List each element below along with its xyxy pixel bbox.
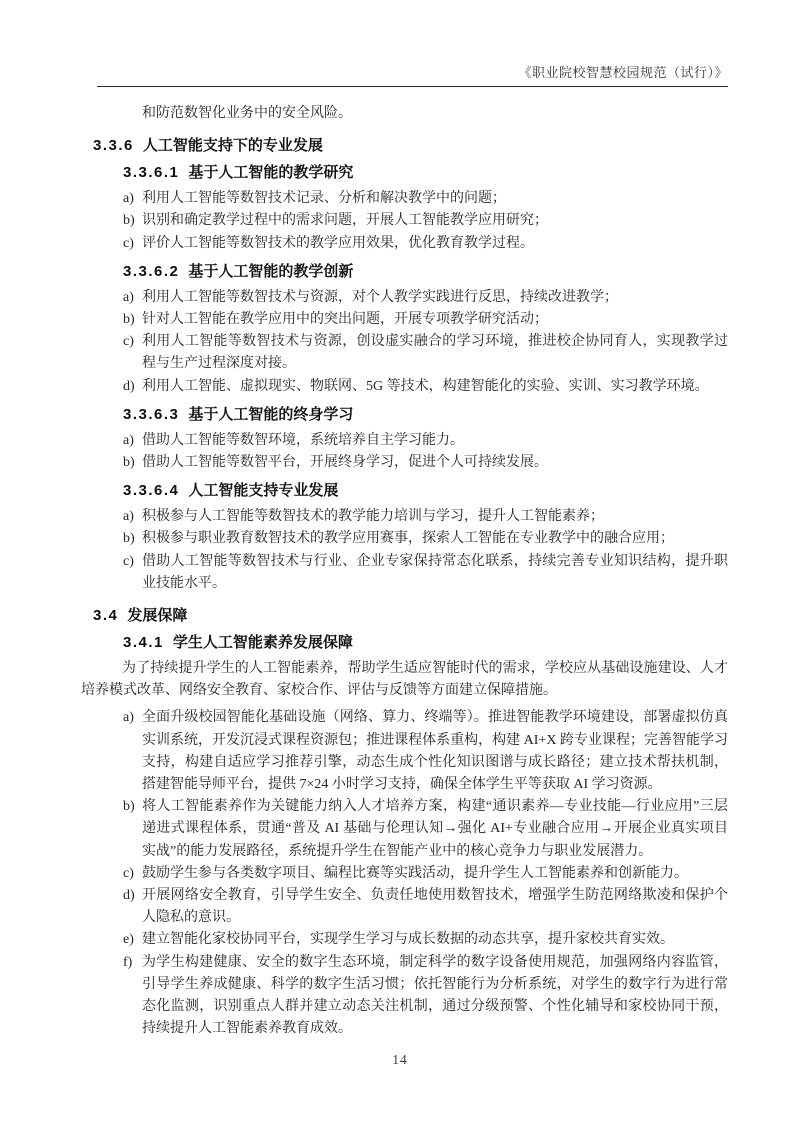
list-341 xyxy=(0,707,800,1040)
list-item-text: 借助人工智能等数智技术与行业、企业专家保持常态化联系，持续完善专业知识结构，提升职业技能水平。 xyxy=(142,553,728,591)
list-item-text: 积极参与职业教育数智技术的教学应用赛事，探索人工智能在专业教学中的融合应用； xyxy=(142,531,674,547)
list-item-marker: b) xyxy=(123,213,135,229)
list-item-text: 开展网络安全教育，引导学生安全、负责任地使用数智技术，增强学生防范网络欺凌和保护个人隐私的意识。 xyxy=(142,888,728,926)
list-item xyxy=(123,952,728,1041)
list-3364 xyxy=(0,506,800,595)
subsection-number: 3.3.6.3 xyxy=(123,405,180,423)
subsection-title: 学生人工智能素养发展保障 xyxy=(172,634,353,652)
page-header xyxy=(97,62,728,87)
list-item-text: 利用人工智能、虚拟现实、物联网、5G 等技术，构建智能化的实验、实训、实习教学环境。 xyxy=(142,378,709,394)
list-item xyxy=(123,452,728,474)
page-number: 14 xyxy=(392,1052,408,1067)
list-item-marker: c) xyxy=(123,865,134,881)
list-item-text: 识别和确定教学过程中的需求问题，开展人工智能教学应用研究； xyxy=(142,213,548,229)
list-item-text: 利用人工智能等数智技术记录、分析和解决教学中的问题； xyxy=(142,191,506,207)
list-item-marker: b) xyxy=(123,799,135,815)
list-item-text: 建立智能化家校协同平台，实现学生学习与成长数据的动态共享，提升家校共育实效。 xyxy=(142,932,674,948)
list-item-marker: a) xyxy=(123,191,134,207)
list-item xyxy=(123,210,728,232)
section-title: 发展保障 xyxy=(127,607,188,625)
list-item-text: 全面升级校园智能化基础设施（网络、算力、终端等）。推进智能教学环境建设，部署虚拟仿真实训系统，开发沉浸式课程资源包；推进课程体系重构，构建 AI+X 跨专业课程；完善智能学习支持，构建自适应学习推荐引擎，动态生成个性化知识图谱与成长路径；建立技术帮扶机制，搭建智能导师平台，提供 7×24 小时学习支持，确保全体学生平等获取 AI 学习资源。 xyxy=(142,710,728,793)
section-heading-34 xyxy=(93,606,728,626)
subsection-heading-3361 xyxy=(123,163,728,183)
header-title: 《职业院校智慧校园规范（试行）》 xyxy=(518,65,728,80)
list-item-text: 评价人工智能等数智技术的教学应用效果，优化教育教学过程。 xyxy=(142,235,534,251)
list-item-marker: f) xyxy=(123,954,133,970)
list-item xyxy=(123,287,728,309)
list-item xyxy=(123,707,728,796)
list-item-text: 为学生构建健康、安全的数字生态环境，制定科学的数字设备使用规范，加强网络内容监管，引导学生养成健康、科学的数字生活习惯；依托智能行为分析系统，对学生的数字行为进行常态化监测，识别重点人群并建立动态关注机制，通过分级预警、个性化辅导和家校协同干预，持续提升人工智能素养教育成效。 xyxy=(142,954,728,1037)
section-number: 3.4 xyxy=(93,607,119,625)
subsection-title: 人工智能支持专业发展 xyxy=(188,482,339,500)
list-3362 xyxy=(0,287,800,398)
list-item xyxy=(123,233,728,255)
list-item-marker: c) xyxy=(123,235,134,251)
section-heading-336 xyxy=(93,136,728,156)
list-item xyxy=(123,528,728,550)
subsection-title: 基于人工智能的教学研究 xyxy=(188,164,354,182)
list-item-text: 鼓励学生参与各类数字项目、编程比赛等实践活动，提升学生人工智能素养和创新能力。 xyxy=(142,865,688,881)
intro-paragraph: 为了持续提升学生的人工智能素养，帮助学生适应智能时代的需求，学校应从基础设施建设、人才培养模式改革、网络安全教育、家校合作、评估与反馈等方面建立保障措施。 xyxy=(81,661,728,699)
list-item-marker: b) xyxy=(123,531,135,547)
list-item-marker: e) xyxy=(123,932,134,948)
list-item-text: 借助人工智能等数智平台，开展终身学习，促进个人可持续发展。 xyxy=(142,455,548,471)
list-item xyxy=(123,796,728,863)
section-title: 人工智能支持下的专业发展 xyxy=(142,137,323,155)
list-item-marker: a) xyxy=(123,289,134,305)
subsection-heading-3362 xyxy=(123,262,728,282)
subsection-number: 3.3.6.4 xyxy=(123,482,180,500)
list-3363 xyxy=(0,430,800,474)
section-number: 3.3.6 xyxy=(93,137,134,155)
subsection-number: 3.3.6.1 xyxy=(123,164,180,182)
list-item-marker: c) xyxy=(123,334,134,350)
page-footer xyxy=(0,1052,800,1068)
list-item-text: 利用人工智能等数智技术与资源，创设虚实融合的学习环境，推进校企协同育人，实现教学过程与生产过程深度对接。 xyxy=(142,334,728,372)
list-3361 xyxy=(0,188,800,255)
subsection-title: 基于人工智能的教学创新 xyxy=(188,262,354,280)
list-item-marker: c) xyxy=(123,553,134,569)
list-item xyxy=(123,376,728,398)
subsection-number: 3.4.1 xyxy=(123,634,164,652)
list-item-text: 利用人工智能等数智技术与资源，对个人教学实践进行反思，持续改进教学； xyxy=(142,289,618,305)
list-item-marker: b) xyxy=(123,312,135,328)
list-item-text: 借助人工智能等数智环境，系统培养自主学习能力。 xyxy=(142,432,464,448)
list-item xyxy=(123,551,728,595)
list-item-marker: a) xyxy=(123,710,134,726)
list-item-marker: d) xyxy=(123,378,135,394)
list-item-text: 将人工智能素养作为关键能力纳入人才培养方案，构建“通识素养—专业技能—行业应用”三层递进式课程体系，贯通“普及 AI 基础与伦理认知→强化 AI+专业融合应用→开展企业真实项目实战”的能力发展路径，系统提升学生在智能产业中的核心竞争力与职业发展潜力。 xyxy=(142,799,728,859)
list-item-marker: b) xyxy=(123,455,135,471)
list-item-marker: a) xyxy=(123,509,134,525)
list-item-text: 针对人工智能在教学应用中的突出问题，开展专项教学研究活动； xyxy=(142,312,548,328)
list-item xyxy=(123,430,728,452)
list-item-text: 积极参与人工智能等数智技术的教学能力培训与学习，提升人工智能素养； xyxy=(142,509,604,525)
subsection-heading-3364 xyxy=(123,481,728,501)
list-item xyxy=(123,506,728,528)
subsection-heading-3363 xyxy=(123,405,728,425)
subsection-heading-341 xyxy=(123,633,728,653)
list-item xyxy=(123,929,728,951)
list-item xyxy=(123,885,728,929)
list-item xyxy=(123,309,728,331)
subsection-number: 3.3.6.2 xyxy=(123,262,180,280)
paragraph-continuation: 和防范数智化业务中的安全风险。 xyxy=(142,106,352,121)
list-item xyxy=(123,188,728,210)
list-item xyxy=(123,863,728,885)
list-item xyxy=(123,331,728,375)
subsection-title: 基于人工智能的终身学习 xyxy=(188,405,354,423)
list-item-marker: a) xyxy=(123,432,134,448)
list-item-marker: d) xyxy=(123,888,135,904)
